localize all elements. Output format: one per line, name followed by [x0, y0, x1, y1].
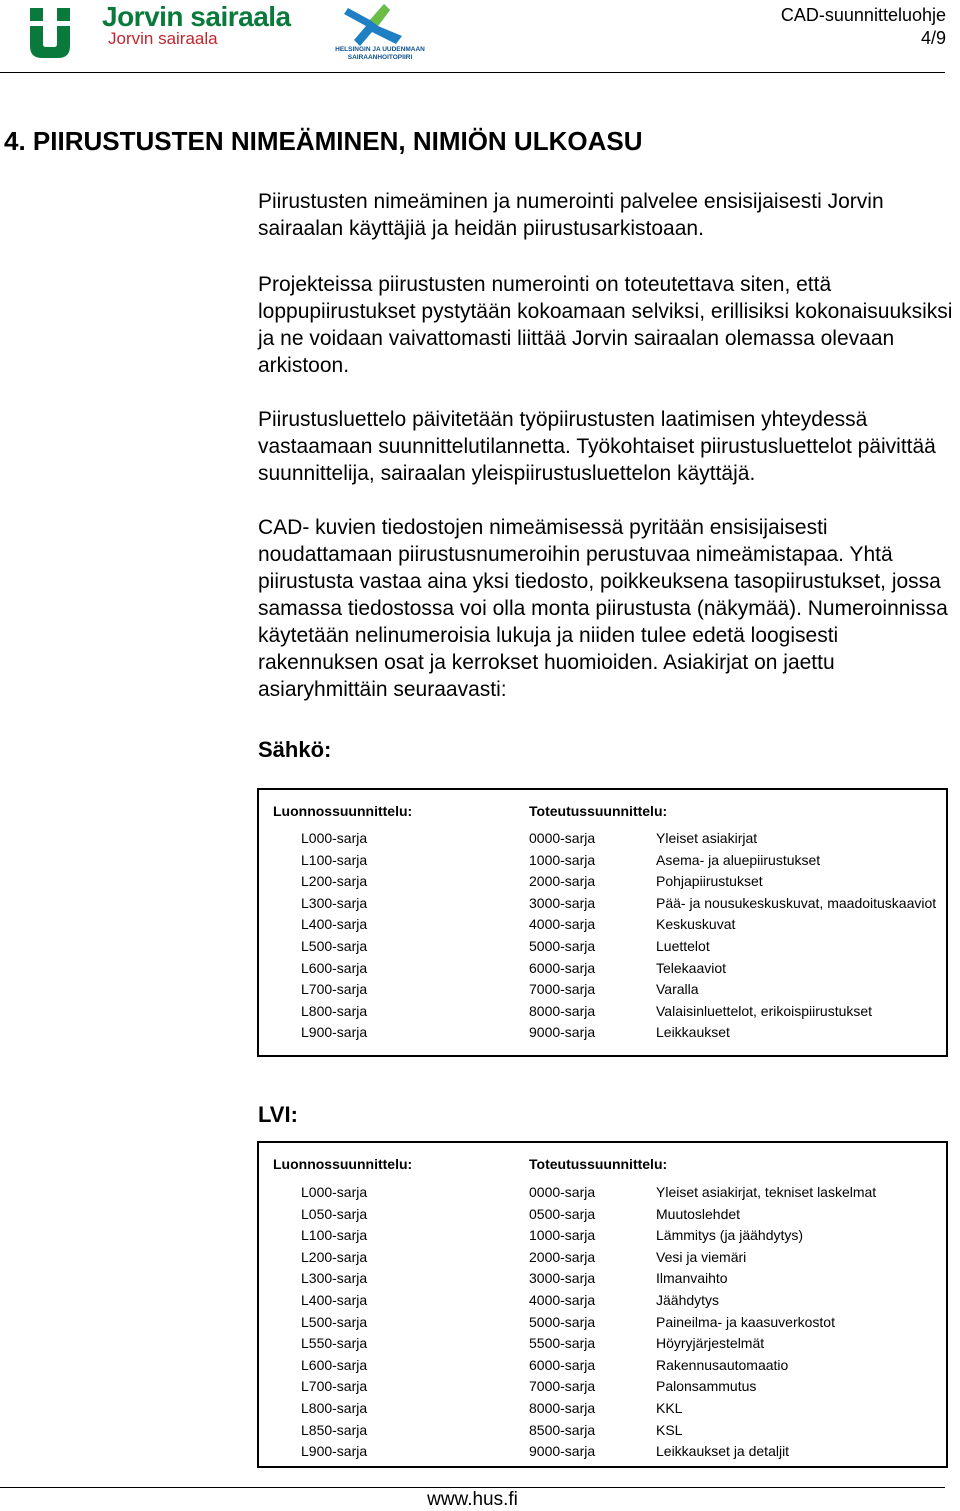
description-cell: Varalla: [656, 981, 699, 998]
paragraph-3: Piirustusluettelo päivitetään työpiirustusten laatimisen yhteydessä vastaamaan suunnittelutilannetta. Työkohtaiset piirustusluettelot päivittää suunnittelija, sairaalan yleispiirustusluettelon käyttäjä.: [258, 408, 936, 485]
sahko-title: Sähkö:: [258, 737, 332, 762]
table-row: [259, 980, 946, 1002]
table-row: [259, 1002, 946, 1024]
table-row: [259, 1334, 946, 1356]
table-row: [259, 1399, 946, 1421]
description-cell: KSL: [656, 1421, 683, 1438]
table-row: [259, 1356, 946, 1378]
sketch-series-cell: L400-sarja: [301, 1292, 368, 1308]
construction-series-cell: 9000-sarja: [529, 1443, 596, 1460]
construction-series-cell: 2000-sarja: [529, 1248, 596, 1265]
description-cell: Luettelot: [656, 938, 710, 954]
sahko-table: [257, 788, 948, 1057]
sketch-series-cell: L600-sarja: [301, 1356, 368, 1373]
description-cell: Pää- ja nousukeskuskuvat, maadoituskaaviot: [656, 894, 937, 911]
construction-series-cell: 4000-sarja: [529, 916, 596, 933]
construction-series-cell: 2000-sarja: [529, 873, 596, 890]
logo-subtitle: Jorvin sairaala: [108, 29, 218, 48]
description-cell: Pohjapiirustukset: [656, 873, 763, 890]
description-cell: Muutoslehdet: [656, 1205, 741, 1222]
description-cell: Telekaaviot: [656, 959, 727, 976]
construction-series-cell: 8000-sarja: [529, 1400, 596, 1416]
sketch-series-cell: L700-sarja: [301, 981, 368, 998]
hus-cross-logo-icon: [340, 2, 410, 48]
table-row: [259, 1248, 946, 1270]
lvi-col1-header: Luonnossuunnittelu:: [273, 1156, 413, 1172]
construction-series-cell: 8500-sarja: [529, 1421, 596, 1438]
construction-series-cell: 9000-sarja: [529, 1024, 596, 1041]
sketch-series-cell: L600-sarja: [301, 959, 368, 976]
description-cell: Yleiset asiakirjat: [656, 830, 758, 846]
sketch-series-cell: L550-sarja: [301, 1335, 368, 1352]
construction-series-cell: 5000-sarja: [529, 1313, 596, 1330]
sketch-series-cell: L500-sarja: [301, 938, 368, 954]
sketch-series-cell: L300-sarja: [301, 894, 368, 911]
sketch-series-cell: L200-sarja: [301, 1248, 368, 1265]
table-row: [259, 1421, 946, 1443]
sahko-col1-header: Luonnossuunnittelu:: [273, 803, 413, 819]
table-row: [259, 1205, 946, 1227]
sketch-series-cell: L700-sarja: [301, 1378, 368, 1395]
lvi-title: LVI:: [258, 1102, 298, 1127]
table-row: [259, 1226, 946, 1248]
sketch-series-cell: L000-sarja: [301, 1184, 368, 1200]
construction-series-cell: 7000-sarja: [529, 1378, 596, 1395]
sketch-series-cell: L100-sarja: [301, 851, 368, 868]
description-cell: Höyryjärjestelmät: [656, 1335, 765, 1352]
sketch-series-cell: L200-sarja: [301, 873, 368, 890]
paragraph-1: Piirustusten nimeäminen ja numerointi palvelee ensisijaisesti Jorvin sairaalan käyttäjiä ja heidän piirustusarkistoaan.: [258, 190, 884, 240]
description-cell: Keskuskuvat: [656, 916, 736, 933]
construction-series-cell: 5500-sarja: [529, 1335, 596, 1352]
description-cell: Valaisinluettelot, erikoispiirustukset: [656, 1002, 873, 1019]
description-cell: Yleiset asiakirjat, tekniset laskelmat: [656, 1184, 877, 1200]
description-cell: Palonsammutus: [656, 1378, 757, 1395]
footer-divider: [0, 1487, 945, 1488]
description-cell: Lämmitys (ja jäähdytys): [656, 1227, 804, 1244]
logo-title: Jorvin sairaala: [102, 1, 291, 32]
sketch-series-cell: L100-sarja: [301, 1227, 368, 1244]
sketch-series-cell: L800-sarja: [301, 1002, 368, 1019]
description-cell: Leikkaukset ja detaljit: [656, 1443, 790, 1460]
page-number: 4/9: [920, 28, 946, 48]
footer-url: www.hus.fi: [427, 1489, 518, 1510]
sketch-series-cell: L500-sarja: [301, 1313, 368, 1330]
table-row: [259, 872, 946, 894]
header-divider: [0, 72, 945, 73]
paragraph-2: Projekteissa piirustusten numerointi on toteutettava siten, että loppupiirustukset pystytään kokoamaan selviksi, erillisiksi kokonaisuuksiksi ja ne voidaan vaivattomasti liittää Jorvin sairaalan olemassa olevaan arkistoon.: [258, 273, 953, 377]
hus-logo-text: HELSINGIN JA UUDENMAAN SAIRAANHOITOPIIRI: [335, 46, 425, 61]
description-cell: Asema- ja aluepiirustukset: [656, 851, 821, 868]
construction-series-cell: 1000-sarja: [529, 851, 596, 868]
description-cell: Ilmanvaihto: [656, 1270, 728, 1287]
description-cell: Rakennusautomaatio: [656, 1356, 789, 1373]
table-row: [259, 1023, 946, 1045]
description-cell: Paineilma- ja kaasuverkostot: [656, 1313, 835, 1330]
sketch-series-cell: L900-sarja: [301, 1443, 368, 1460]
construction-series-cell: 8000-sarja: [529, 1002, 596, 1019]
table-row: [259, 1291, 946, 1313]
construction-series-cell: 0500-sarja: [529, 1205, 596, 1222]
construction-series-cell: 1000-sarja: [529, 1227, 596, 1244]
jorvin-logo-icon: [28, 6, 72, 60]
lvi-col2-header: Toteutussuunnittelu:: [529, 1156, 668, 1172]
construction-series-cell: 7000-sarja: [529, 981, 596, 998]
table-row: [259, 851, 946, 873]
document-title: CAD-suunnitteluohje: [780, 5, 946, 25]
lvi-table: [257, 1141, 948, 1468]
table-row: [259, 937, 946, 959]
construction-series-cell: 6000-sarja: [529, 959, 596, 976]
construction-series-cell: 3000-sarja: [529, 894, 596, 911]
table-row: [259, 894, 946, 916]
sketch-series-cell: L000-sarja: [301, 830, 368, 846]
section-heading: 4. PIIRUSTUSTEN NIMEÄMINEN, NIMIÖN ULKOASU: [4, 126, 643, 156]
construction-series-cell: 0000-sarja: [529, 830, 596, 846]
description-cell: Leikkaukset: [656, 1024, 730, 1041]
sketch-series-cell: L300-sarja: [301, 1270, 368, 1287]
sahko-col2-header: Toteutussuunnittelu:: [529, 803, 668, 819]
table-row: [259, 915, 946, 937]
paragraph-4: CAD- kuvien tiedostojen nimeämisessä pyritään ensisijaisesti noudattamaan piirustusnumeroihin perustuvaa nimeämistapaa. Yhtä piirustusta vastaa aina yksi tiedosto, poikkeuksena tasopiirustukset, jossa samassa tiedostossa voi olla monta piirustusta (näkymää). Numeroinnissa käytetään nelinumeroisia lukuja ja niiden tulee edetä loogisesti rakennuksen osat ja kerrokset huomioiden. Asiakirjat on jaettu asiaryhmittäin seuraavasti:: [258, 516, 948, 701]
sketch-series-cell: L400-sarja: [301, 916, 368, 933]
table-row: [259, 1313, 946, 1335]
table-row: [259, 1183, 946, 1205]
table-row: [259, 1442, 946, 1464]
description-cell: KKL: [656, 1400, 683, 1416]
table-row: [259, 1269, 946, 1291]
construction-series-cell: 0000-sarja: [529, 1184, 596, 1200]
sketch-series-cell: L800-sarja: [301, 1400, 368, 1416]
description-cell: Vesi ja viemäri: [656, 1248, 747, 1265]
sketch-series-cell: L900-sarja: [301, 1024, 368, 1041]
sketch-series-cell: L050-sarja: [301, 1205, 368, 1222]
table-row: [259, 829, 946, 851]
sketch-series-cell: L850-sarja: [301, 1421, 368, 1438]
table-row: [259, 959, 946, 981]
construction-series-cell: 5000-sarja: [529, 938, 596, 954]
construction-series-cell: 4000-sarja: [529, 1292, 596, 1308]
construction-series-cell: 6000-sarja: [529, 1356, 596, 1373]
table-row: [259, 1377, 946, 1399]
construction-series-cell: 3000-sarja: [529, 1270, 596, 1287]
description-cell: Jäähdytys: [656, 1292, 720, 1308]
